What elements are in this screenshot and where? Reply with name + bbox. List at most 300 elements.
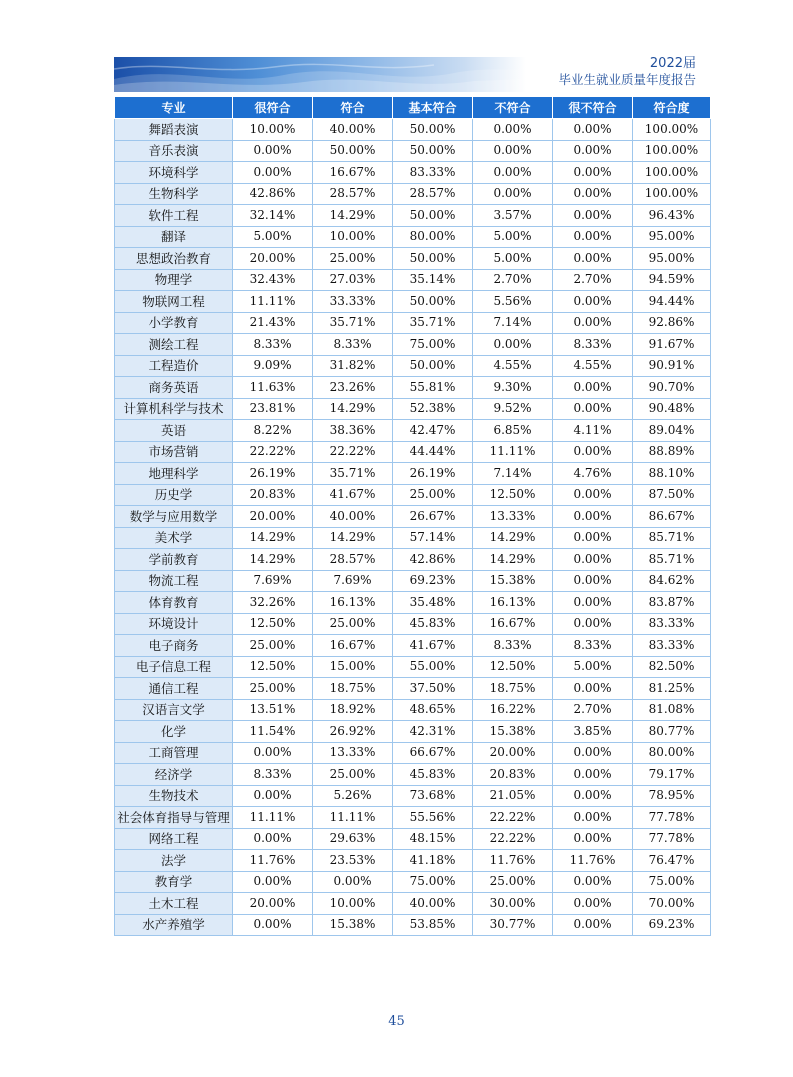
percentage-cell: 5.00% xyxy=(473,226,553,248)
table-row xyxy=(115,248,711,270)
table-row xyxy=(115,269,711,291)
percentage-cell: 55.56% xyxy=(393,807,473,829)
percentage-cell: 86.67% xyxy=(633,506,711,528)
percentage-cell: 87.50% xyxy=(633,484,711,506)
percentage-cell: 20.83% xyxy=(473,764,553,786)
major-name-cell: 舞蹈表演 xyxy=(115,119,233,141)
percentage-cell: 81.08% xyxy=(633,699,711,721)
major-name-cell: 工商管理 xyxy=(115,742,233,764)
percentage-cell: 5.00% xyxy=(473,248,553,270)
percentage-cell: 0.00% xyxy=(553,441,633,463)
percentage-cell: 22.22% xyxy=(313,441,393,463)
percentage-cell: 0.00% xyxy=(473,162,553,184)
percentage-cell: 14.29% xyxy=(313,527,393,549)
percentage-cell: 14.29% xyxy=(473,527,553,549)
percentage-cell: 48.15% xyxy=(393,828,473,850)
percentage-cell: 0.00% xyxy=(553,119,633,141)
percentage-cell: 0.00% xyxy=(553,549,633,571)
percentage-cell: 10.00% xyxy=(313,893,393,915)
percentage-cell: 100.00% xyxy=(633,119,711,141)
percentage-cell: 11.54% xyxy=(233,721,313,743)
table-row xyxy=(115,592,711,614)
table-row xyxy=(115,377,711,399)
percentage-cell: 5.00% xyxy=(233,226,313,248)
major-name-cell: 生物科学 xyxy=(115,183,233,205)
percentage-cell: 0.00% xyxy=(553,183,633,205)
major-name-cell: 经济学 xyxy=(115,764,233,786)
column-header: 符合度 xyxy=(633,97,711,119)
percentage-cell: 0.00% xyxy=(473,119,553,141)
percentage-cell: 0.00% xyxy=(553,592,633,614)
percentage-cell: 22.22% xyxy=(233,441,313,463)
percentage-cell: 75.00% xyxy=(393,334,473,356)
percentage-cell: 44.44% xyxy=(393,441,473,463)
percentage-cell: 41.67% xyxy=(313,484,393,506)
major-name-cell: 化学 xyxy=(115,721,233,743)
percentage-cell: 77.78% xyxy=(633,828,711,850)
table-row xyxy=(115,678,711,700)
percentage-cell: 95.00% xyxy=(633,226,711,248)
percentage-cell: 41.18% xyxy=(393,850,473,872)
table-row xyxy=(115,119,711,141)
major-name-cell: 工程造价 xyxy=(115,355,233,377)
percentage-cell: 83.33% xyxy=(393,162,473,184)
percentage-cell: 70.00% xyxy=(633,893,711,915)
percentage-cell: 0.00% xyxy=(553,828,633,850)
table-row xyxy=(115,420,711,442)
header-banner xyxy=(114,57,526,92)
percentage-cell: 29.63% xyxy=(313,828,393,850)
percentage-cell: 0.00% xyxy=(553,570,633,592)
percentage-cell: 80.00% xyxy=(393,226,473,248)
percentage-cell: 81.25% xyxy=(633,678,711,700)
percentage-cell: 5.00% xyxy=(553,656,633,678)
table-row xyxy=(115,355,711,377)
percentage-cell: 0.00% xyxy=(553,914,633,936)
percentage-cell: 0.00% xyxy=(553,527,633,549)
percentage-cell: 55.81% xyxy=(393,377,473,399)
major-name-cell: 社会体育指导与管理 xyxy=(115,807,233,829)
percentage-cell: 8.33% xyxy=(553,334,633,356)
percentage-cell: 14.29% xyxy=(473,549,553,571)
percentage-cell: 15.38% xyxy=(473,721,553,743)
table-row xyxy=(115,140,711,162)
percentage-cell: 0.00% xyxy=(553,807,633,829)
percentage-cell: 85.71% xyxy=(633,527,711,549)
major-name-cell: 音乐表演 xyxy=(115,140,233,162)
percentage-cell: 13.51% xyxy=(233,699,313,721)
percentage-cell: 21.43% xyxy=(233,312,313,334)
percentage-cell: 50.00% xyxy=(393,119,473,141)
percentage-cell: 80.77% xyxy=(633,721,711,743)
percentage-cell: 75.00% xyxy=(633,871,711,893)
major-name-cell: 测绘工程 xyxy=(115,334,233,356)
table-row xyxy=(115,291,711,313)
percentage-cell: 90.48% xyxy=(633,398,711,420)
percentage-cell: 35.48% xyxy=(393,592,473,614)
percentage-cell: 14.29% xyxy=(313,205,393,227)
major-name-cell: 环境科学 xyxy=(115,162,233,184)
column-header: 很不符合 xyxy=(553,97,633,119)
percentage-cell: 15.38% xyxy=(473,570,553,592)
table-row xyxy=(115,334,711,356)
percentage-cell: 8.33% xyxy=(553,635,633,657)
percentage-cell: 0.00% xyxy=(553,248,633,270)
percentage-cell: 0.00% xyxy=(553,398,633,420)
major-name-cell: 体育教育 xyxy=(115,592,233,614)
percentage-cell: 25.00% xyxy=(393,484,473,506)
percentage-cell: 5.56% xyxy=(473,291,553,313)
percentage-cell: 11.76% xyxy=(233,850,313,872)
percentage-cell: 4.55% xyxy=(553,355,633,377)
major-name-cell: 法学 xyxy=(115,850,233,872)
percentage-cell: 11.11% xyxy=(473,441,553,463)
major-name-cell: 电子商务 xyxy=(115,635,233,657)
percentage-cell: 9.52% xyxy=(473,398,553,420)
table-row xyxy=(115,850,711,872)
percentage-cell: 18.75% xyxy=(473,678,553,700)
percentage-cell: 40.00% xyxy=(313,119,393,141)
major-name-cell: 美术学 xyxy=(115,527,233,549)
percentage-cell: 0.00% xyxy=(553,484,633,506)
percentage-cell: 25.00% xyxy=(233,678,313,700)
major-name-cell: 计算机科学与技术 xyxy=(115,398,233,420)
wave-decoration xyxy=(114,57,526,92)
table-body xyxy=(115,119,711,936)
percentage-cell: 7.69% xyxy=(313,570,393,592)
percentage-cell: 84.62% xyxy=(633,570,711,592)
major-name-cell: 历史学 xyxy=(115,484,233,506)
percentage-cell: 45.83% xyxy=(393,613,473,635)
percentage-cell: 88.89% xyxy=(633,441,711,463)
percentage-cell: 6.85% xyxy=(473,420,553,442)
percentage-cell: 28.57% xyxy=(313,183,393,205)
percentage-cell: 28.57% xyxy=(313,549,393,571)
percentage-cell: 50.00% xyxy=(393,205,473,227)
major-name-cell: 环境设计 xyxy=(115,613,233,635)
percentage-cell: 22.22% xyxy=(473,807,553,829)
percentage-cell: 50.00% xyxy=(393,248,473,270)
percentage-cell: 0.00% xyxy=(553,678,633,700)
major-name-cell: 网络工程 xyxy=(115,828,233,850)
percentage-cell: 3.57% xyxy=(473,205,553,227)
percentage-cell: 0.00% xyxy=(553,871,633,893)
percentage-cell: 10.00% xyxy=(313,226,393,248)
percentage-cell: 11.11% xyxy=(233,807,313,829)
percentage-cell: 91.67% xyxy=(633,334,711,356)
major-name-cell: 商务英语 xyxy=(115,377,233,399)
percentage-cell: 50.00% xyxy=(393,140,473,162)
percentage-cell: 14.29% xyxy=(313,398,393,420)
percentage-cell: 50.00% xyxy=(393,355,473,377)
percentage-cell: 0.00% xyxy=(553,162,633,184)
percentage-cell: 12.50% xyxy=(233,613,313,635)
percentage-cell: 79.17% xyxy=(633,764,711,786)
percentage-cell: 9.09% xyxy=(233,355,313,377)
percentage-cell: 2.70% xyxy=(553,699,633,721)
percentage-cell: 100.00% xyxy=(633,183,711,205)
page-number: 45 xyxy=(388,1014,405,1029)
major-name-cell: 翻译 xyxy=(115,226,233,248)
percentage-cell: 42.86% xyxy=(393,549,473,571)
table-row xyxy=(115,613,711,635)
report-year: 2022届 xyxy=(649,56,696,71)
percentage-cell: 94.44% xyxy=(633,291,711,313)
percentage-cell: 2.70% xyxy=(473,269,553,291)
table-row xyxy=(115,721,711,743)
percentage-cell: 40.00% xyxy=(313,506,393,528)
percentage-cell: 32.26% xyxy=(233,592,313,614)
percentage-cell: 0.00% xyxy=(553,742,633,764)
table-row xyxy=(115,162,711,184)
percentage-cell: 7.14% xyxy=(473,463,553,485)
percentage-cell: 32.14% xyxy=(233,205,313,227)
percentage-cell: 42.86% xyxy=(233,183,313,205)
table-row xyxy=(115,506,711,528)
table-row xyxy=(115,549,711,571)
table-row xyxy=(115,635,711,657)
percentage-cell: 16.67% xyxy=(313,635,393,657)
percentage-cell: 4.11% xyxy=(553,420,633,442)
percentage-cell: 13.33% xyxy=(313,742,393,764)
percentage-cell: 21.05% xyxy=(473,785,553,807)
percentage-cell: 26.92% xyxy=(313,721,393,743)
percentage-cell: 12.50% xyxy=(233,656,313,678)
percentage-cell: 55.00% xyxy=(393,656,473,678)
column-header: 专业 xyxy=(115,97,233,119)
percentage-cell: 9.30% xyxy=(473,377,553,399)
percentage-cell: 73.68% xyxy=(393,785,473,807)
percentage-cell: 76.47% xyxy=(633,850,711,872)
column-header: 很符合 xyxy=(233,97,313,119)
percentage-cell: 0.00% xyxy=(553,312,633,334)
table-row xyxy=(115,441,711,463)
percentage-cell: 11.76% xyxy=(473,850,553,872)
percentage-cell: 8.33% xyxy=(233,334,313,356)
percentage-cell: 14.29% xyxy=(233,549,313,571)
percentage-cell: 0.00% xyxy=(553,893,633,915)
percentage-cell: 100.00% xyxy=(633,162,711,184)
percentage-cell: 83.87% xyxy=(633,592,711,614)
percentage-cell: 20.00% xyxy=(473,742,553,764)
percentage-cell: 96.43% xyxy=(633,205,711,227)
percentage-cell: 3.85% xyxy=(553,721,633,743)
percentage-cell: 23.81% xyxy=(233,398,313,420)
percentage-cell: 45.83% xyxy=(393,764,473,786)
percentage-cell: 31.82% xyxy=(313,355,393,377)
percentage-cell: 7.69% xyxy=(233,570,313,592)
percentage-cell: 69.23% xyxy=(393,570,473,592)
percentage-cell: 32.43% xyxy=(233,269,313,291)
percentage-cell: 37.50% xyxy=(393,678,473,700)
percentage-cell: 78.95% xyxy=(633,785,711,807)
percentage-cell: 4.76% xyxy=(553,463,633,485)
percentage-cell: 15.00% xyxy=(313,656,393,678)
major-name-cell: 生物技术 xyxy=(115,785,233,807)
table-row xyxy=(115,312,711,334)
table-row xyxy=(115,226,711,248)
percentage-cell: 5.26% xyxy=(313,785,393,807)
percentage-cell: 88.10% xyxy=(633,463,711,485)
major-name-cell: 思想政治教育 xyxy=(115,248,233,270)
match-degree-table xyxy=(114,96,711,936)
major-name-cell: 土木工程 xyxy=(115,893,233,915)
percentage-cell: 0.00% xyxy=(473,334,553,356)
major-name-cell: 物理学 xyxy=(115,269,233,291)
percentage-cell: 90.91% xyxy=(633,355,711,377)
percentage-cell: 26.67% xyxy=(393,506,473,528)
percentage-cell: 4.55% xyxy=(473,355,553,377)
major-name-cell: 数学与应用数学 xyxy=(115,506,233,528)
table-row xyxy=(115,742,711,764)
major-name-cell: 水产养殖学 xyxy=(115,914,233,936)
table-row xyxy=(115,527,711,549)
percentage-cell: 35.14% xyxy=(393,269,473,291)
percentage-cell: 25.00% xyxy=(313,248,393,270)
table-row xyxy=(115,785,711,807)
percentage-cell: 18.92% xyxy=(313,699,393,721)
percentage-cell: 0.00% xyxy=(313,871,393,893)
column-header: 不符合 xyxy=(473,97,553,119)
table-row xyxy=(115,398,711,420)
report-title xyxy=(558,56,696,87)
percentage-cell: 13.33% xyxy=(473,506,553,528)
percentage-cell: 20.00% xyxy=(233,893,313,915)
table-row xyxy=(115,570,711,592)
percentage-cell: 27.03% xyxy=(313,269,393,291)
percentage-cell: 94.59% xyxy=(633,269,711,291)
percentage-cell: 20.00% xyxy=(233,506,313,528)
percentage-cell: 82.50% xyxy=(633,656,711,678)
percentage-cell: 35.71% xyxy=(313,312,393,334)
percentage-cell: 0.00% xyxy=(233,140,313,162)
percentage-cell: 0.00% xyxy=(553,140,633,162)
table-row xyxy=(115,893,711,915)
percentage-cell: 83.33% xyxy=(633,635,711,657)
major-name-cell: 市场营销 xyxy=(115,441,233,463)
percentage-cell: 57.14% xyxy=(393,527,473,549)
table-row xyxy=(115,914,711,936)
percentage-cell: 30.77% xyxy=(473,914,553,936)
percentage-cell: 16.13% xyxy=(313,592,393,614)
percentage-cell: 0.00% xyxy=(553,506,633,528)
column-header: 符合 xyxy=(313,97,393,119)
column-header: 基本符合 xyxy=(393,97,473,119)
percentage-cell: 10.00% xyxy=(233,119,313,141)
percentage-cell: 25.00% xyxy=(313,613,393,635)
percentage-cell: 69.23% xyxy=(633,914,711,936)
percentage-cell: 8.33% xyxy=(313,334,393,356)
table-row xyxy=(115,764,711,786)
percentage-cell: 16.67% xyxy=(313,162,393,184)
table-header-row xyxy=(115,97,711,119)
percentage-cell: 22.22% xyxy=(473,828,553,850)
percentage-cell: 0.00% xyxy=(233,871,313,893)
percentage-cell: 26.19% xyxy=(233,463,313,485)
percentage-cell: 90.70% xyxy=(633,377,711,399)
percentage-cell: 85.71% xyxy=(633,549,711,571)
percentage-cell: 25.00% xyxy=(473,871,553,893)
percentage-cell: 0.00% xyxy=(553,785,633,807)
table-row xyxy=(115,828,711,850)
major-name-cell: 电子信息工程 xyxy=(115,656,233,678)
major-name-cell: 小学教育 xyxy=(115,312,233,334)
percentage-cell: 0.00% xyxy=(553,226,633,248)
percentage-cell: 2.70% xyxy=(553,269,633,291)
percentage-cell: 38.36% xyxy=(313,420,393,442)
percentage-cell: 95.00% xyxy=(633,248,711,270)
percentage-cell: 0.00% xyxy=(553,205,633,227)
percentage-cell: 8.33% xyxy=(473,635,553,657)
table-row xyxy=(115,871,711,893)
percentage-cell: 77.78% xyxy=(633,807,711,829)
percentage-cell: 0.00% xyxy=(553,613,633,635)
percentage-cell: 48.65% xyxy=(393,699,473,721)
percentage-cell: 50.00% xyxy=(313,140,393,162)
table-row xyxy=(115,484,711,506)
percentage-cell: 25.00% xyxy=(313,764,393,786)
percentage-cell: 92.86% xyxy=(633,312,711,334)
percentage-cell: 26.19% xyxy=(393,463,473,485)
percentage-cell: 50.00% xyxy=(393,291,473,313)
percentage-cell: 18.75% xyxy=(313,678,393,700)
percentage-cell: 16.67% xyxy=(473,613,553,635)
percentage-cell: 11.11% xyxy=(233,291,313,313)
table-row xyxy=(115,807,711,829)
percentage-cell: 20.00% xyxy=(233,248,313,270)
percentage-cell: 42.31% xyxy=(393,721,473,743)
major-name-cell: 英语 xyxy=(115,420,233,442)
percentage-cell: 35.71% xyxy=(313,463,393,485)
percentage-cell: 75.00% xyxy=(393,871,473,893)
percentage-cell: 23.26% xyxy=(313,377,393,399)
table-row xyxy=(115,699,711,721)
percentage-cell: 7.14% xyxy=(473,312,553,334)
percentage-cell: 40.00% xyxy=(393,893,473,915)
percentage-cell: 11.11% xyxy=(313,807,393,829)
percentage-cell: 15.38% xyxy=(313,914,393,936)
major-name-cell: 地理科学 xyxy=(115,463,233,485)
percentage-cell: 11.63% xyxy=(233,377,313,399)
major-name-cell: 教育学 xyxy=(115,871,233,893)
percentage-cell: 42.47% xyxy=(393,420,473,442)
percentage-cell: 0.00% xyxy=(233,828,313,850)
percentage-cell: 11.76% xyxy=(553,850,633,872)
percentage-cell: 35.71% xyxy=(393,312,473,334)
percentage-cell: 41.67% xyxy=(393,635,473,657)
table-row xyxy=(115,183,711,205)
percentage-cell: 8.22% xyxy=(233,420,313,442)
percentage-cell: 30.00% xyxy=(473,893,553,915)
percentage-cell: 23.53% xyxy=(313,850,393,872)
percentage-cell: 12.50% xyxy=(473,484,553,506)
percentage-cell: 0.00% xyxy=(473,183,553,205)
major-name-cell: 汉语言文学 xyxy=(115,699,233,721)
percentage-cell: 53.85% xyxy=(393,914,473,936)
percentage-cell: 89.04% xyxy=(633,420,711,442)
report-name: 毕业生就业质量年度报告 xyxy=(558,71,696,87)
percentage-cell: 0.00% xyxy=(233,162,313,184)
table-row xyxy=(115,656,711,678)
percentage-cell: 28.57% xyxy=(393,183,473,205)
percentage-cell: 0.00% xyxy=(473,140,553,162)
major-name-cell: 通信工程 xyxy=(115,678,233,700)
major-name-cell: 学前教育 xyxy=(115,549,233,571)
percentage-cell: 0.00% xyxy=(233,742,313,764)
percentage-cell: 0.00% xyxy=(233,785,313,807)
percentage-cell: 80.00% xyxy=(633,742,711,764)
percentage-cell: 52.38% xyxy=(393,398,473,420)
